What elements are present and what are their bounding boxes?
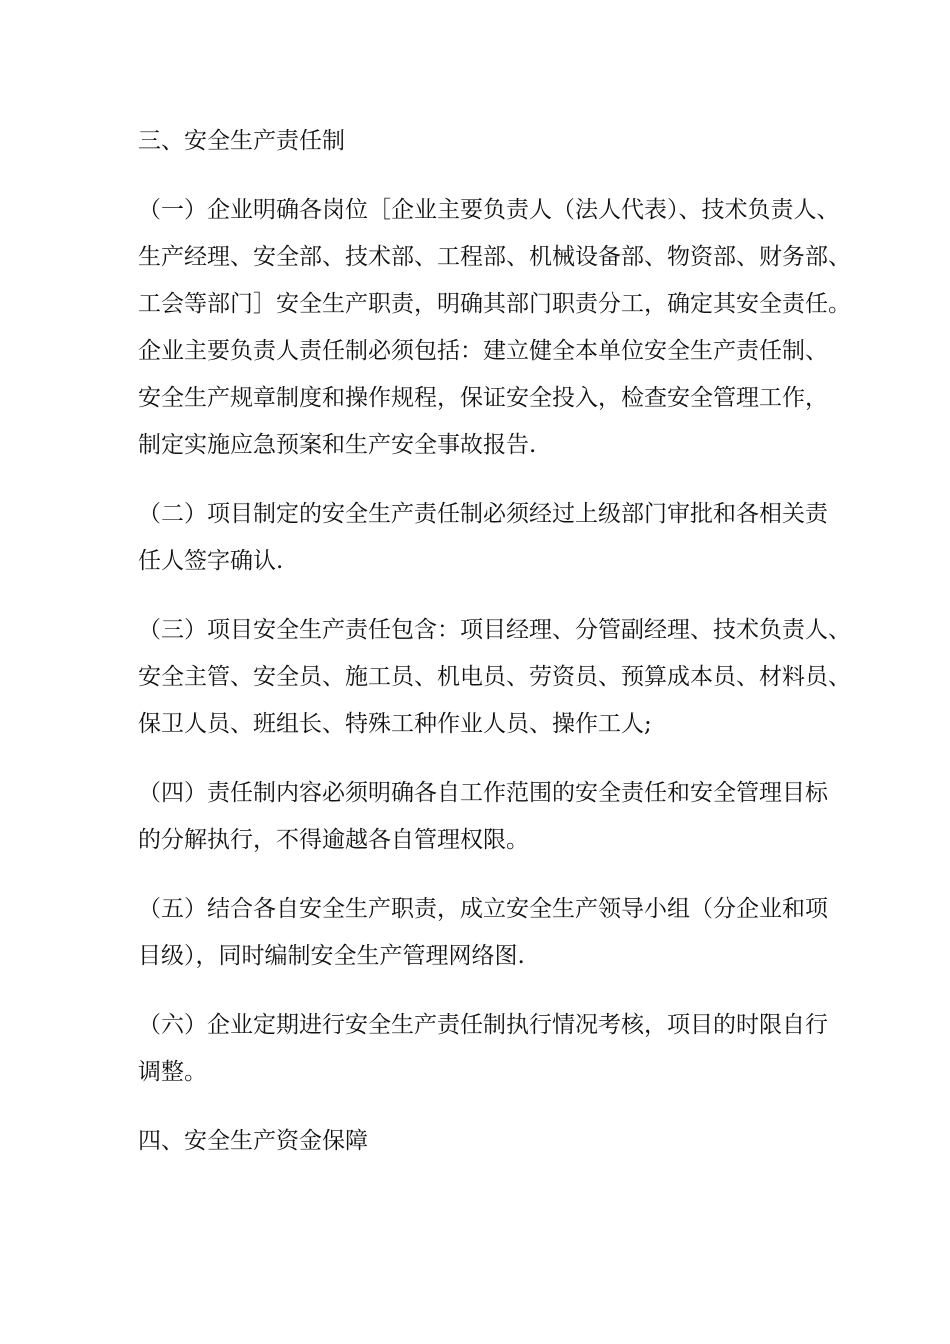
paragraph-3 (138, 607, 851, 748)
paragraph-line: 目级），同时编制安全生产管理网络图. (138, 943, 525, 969)
paragraph-line: 调整。 (138, 1059, 207, 1085)
paragraph-6 (138, 1002, 828, 1096)
paragraph-line: 企业主要负责人责任制必须包括：建立健全本单位安全生产责任制、 (138, 338, 828, 364)
paragraph-line: （六）企业定期进行安全生产责任制执行情况考核，项目的时限自行 (138, 1012, 828, 1038)
paragraph-5 (138, 886, 828, 980)
paragraph-line: （二）项目制定的安全生产责任制必须经过上级部门审批和各相关责 (138, 501, 828, 527)
paragraph-line: 保卫人员、班组长、特殊工种作业人员、操作工人; (138, 711, 652, 737)
paragraph-line: （一）企业明确各岗位［企业主要负责人（法人代表）、技术负责人、 (138, 197, 840, 223)
paragraph-line: 任人签字确认. (138, 548, 284, 574)
paragraph-1 (138, 187, 851, 469)
paragraph-line: 安全生产规章制度和操作规程，保证安全投入，检查安全管理工作， (138, 385, 828, 411)
paragraph-4 (138, 770, 828, 864)
paragraph-2 (138, 491, 828, 585)
section-heading-4: 四、安全生产资金保障 (138, 1128, 368, 1154)
paragraph-line: 生产经理、安全部、技术部、工程部、机械设备部、物资部、财务部、 (138, 244, 851, 270)
paragraph-line: （五）结合各自安全生产职责，成立安全生产领导小组（分企业和项 (138, 896, 828, 922)
paragraph-line: （三）项目安全生产责任包含：项目经理、分管副经理、技术负责人、 (138, 617, 851, 643)
paragraph-line: 制定实施应急预案和生产安全事故报告. (138, 432, 537, 458)
paragraph-line: 安全主管、安全员、施工员、机电员、劳资员、预算成本员、材料员、 (138, 664, 851, 690)
paragraph-line: 的分解执行，不得逾越各自管理权限。 (138, 827, 529, 853)
section-heading-3: 三、安全生产责任制 (138, 128, 345, 154)
document-body (138, 118, 851, 1187)
paragraph-line: （四）责任制内容必须明确各自工作范围的安全责任和安全管理目标 (138, 780, 828, 806)
paragraph-line: 工会等部门］安全生产职责，明确其部门职责分工，确定其安全责任。 (138, 291, 851, 317)
